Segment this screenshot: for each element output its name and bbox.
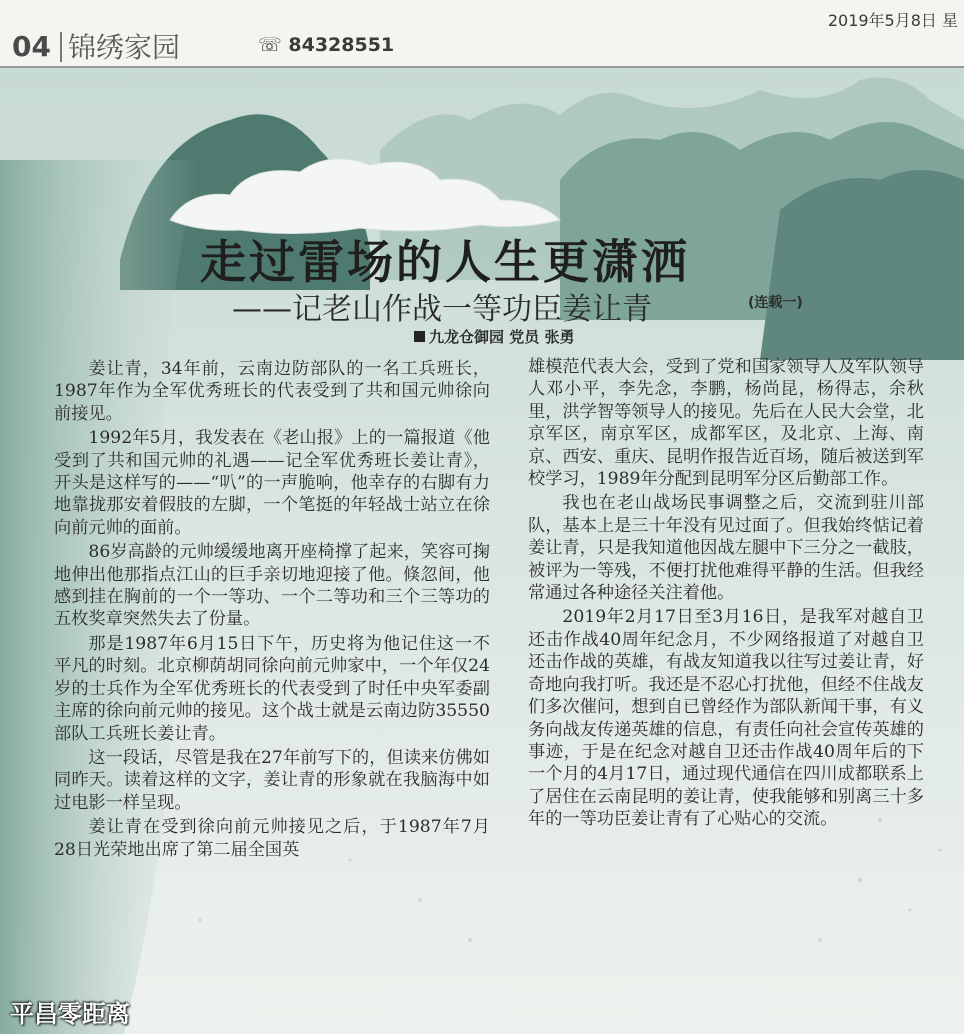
paragraph: 1992年5月，我发表在《老山报》上的一篇报道《他受到了共和国元帅的礼遇——记全军优秀班长姜让青》，开头是这样写的——“叭”的一声脆响，他幸存的右脚有力地靠拢那安着假肢的左脚，一个笔挺的年轻战士站立在徐向前元帅的面前。 [54,428,490,538]
issue-date: 2019年5月8日 星 [827,11,958,30]
header-divider [60,32,62,62]
section-name: 锦绣家园 [68,31,181,64]
paragraph: 姜让青，34年前，云南边防部队的一名工兵班长，1987年作为全军优秀班长的代表受到了共和国元帅徐向前接见。 [54,359,490,424]
page-number: 04 [12,30,51,63]
left-column [54,358,490,863]
byline-text: 九龙仓御园 党员 张勇 [429,328,575,346]
watermark: 平昌零距离 [10,1000,130,1028]
paragraph: 86岁高龄的元帅缓缓地离开座椅撑了起来，笑容可掬地伸出他那指点江山的巨手亲切地迎接了他。倏忽间，他感到挂在胸前的一个一等功、一个二等功和三个三等功的五枚奖章突然失去了份量。 [54,542,490,630]
article-title: 走过雷场的人生更潇洒 [200,235,690,289]
paragraph: 那是1987年6月15日下午，历史将为他记住这一不平凡的时刻。北京柳荫胡同徐向前元帅家中，一个年仅24岁的士兵作为全军优秀班长的代表受到了时任中央军委副主席的徐向前元帅的接见。这个战士就是云南边防35550部队工兵班长姜让青。 [54,633,490,744]
paragraph: 2019年2月17日至3月16日，是我军对越自卫还击作战40周年纪念月，不少网络报道了对越自卫还击作战的英雄，有战友知道我以往写过姜让青，好奇地向我打听。我还是不忍心打扰他，但经不住战友们多次催问，想到自已曾经作为部队新闻干事，有义务向战友传递英雄的信息，有责任向社会宣传英雄的事迹，于是在纪念对越自卫还击作战40周年后的下一个月的4月17日，通过现代通信在四川成都联系上了居住在云南昆明的姜让青，使我能够和别离三十多年的一等功臣姜让青有了心贴心的交流。 [528,607,924,830]
serial-note: (连载一) [748,295,803,311]
paragraph: 雄模范代表大会，受到了党和国家领导人及军队领导人邓小平，李先念，李鹏，杨尚昆，杨得志，余秋里，洪学智等领导人的接见。先后在人民大会堂，北京军区，南京军区，成都军区，及北京、上海、南京、西安、重庆、昆明作报告近百场，随后被送到军校学习，1989年分配到昆明军分区后勤部工作。 [528,357,924,490]
square-bullet-icon [414,331,425,342]
phone-icon: ☏ [258,34,282,56]
header-rule [0,66,964,68]
paragraph: 这一段话，尽管是我在27年前写下的，但读来仿佛如同昨天。读着这样的文字，姜让青的形象就在我脑海中如过电影一样呈现。 [54,747,490,813]
phone-digits: 84328551 [288,34,395,56]
article-subtitle: ——记老山作战一等功臣姜让青 [232,292,652,327]
paragraph: 我也在老山战场民事调整之后，交流到驻川部队，基本上是三十年没有见过面了。但我始终惦记着姜让青，只是我知道他因战左腿中下三分之一截肢，被评为一等残，不便打扰他难得平静的生活。但我经常通过各种途径关注着他。 [528,493,924,604]
phone-number [258,34,394,56]
paragraph: 姜让青在受到徐向前元帅接见之后，于1987年7月28日光荣地出席了第二届全国英 [54,817,490,860]
masthead [0,0,964,68]
byline [414,326,574,347]
right-column [528,356,924,833]
